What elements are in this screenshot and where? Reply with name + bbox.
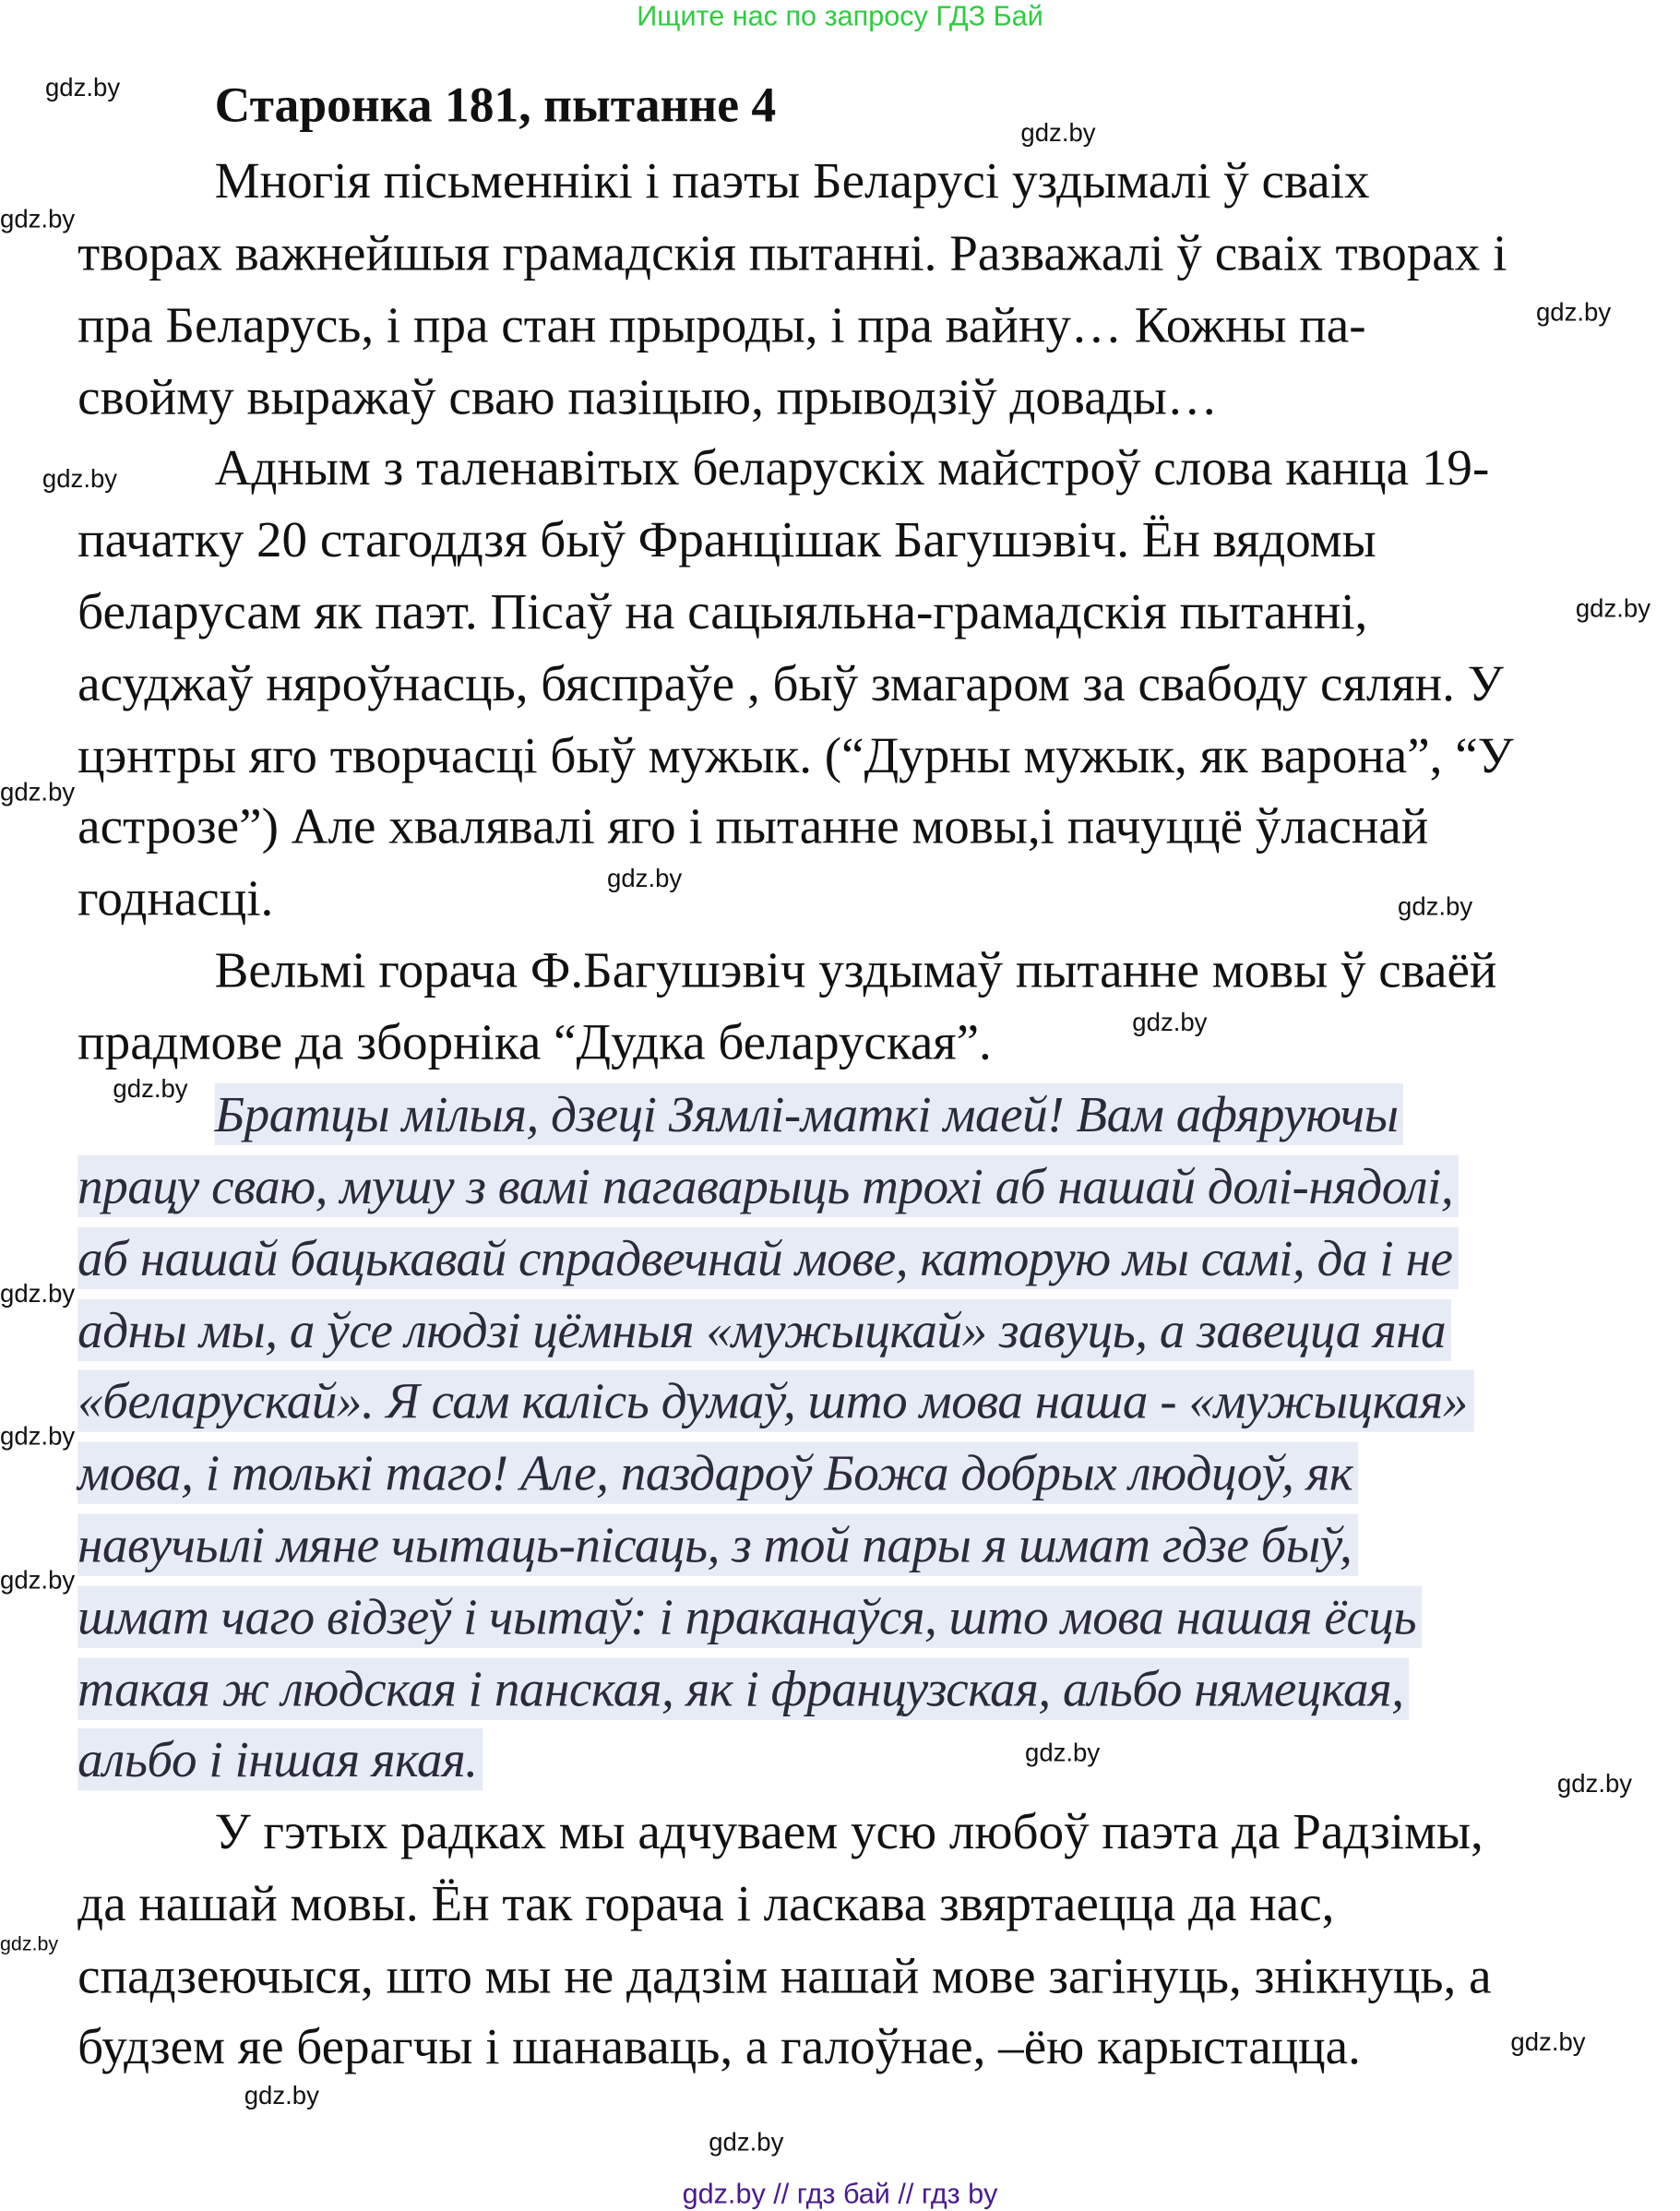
quote-line: такая ж людская і панская, як і французская, альбо нямецкая, [77,1658,1409,1720]
watermark: gdz.by [1535,297,1612,327]
quote-line: навучылі мяне чытаць-пісаць, з той пары я шмат гдзе быў, [77,1513,1357,1575]
watermark: gdz.by [0,1422,76,1451]
watermark: gdz.by [0,1279,76,1309]
quote-line: мова, і толькі таго! Але, паздароў Божа добрых людцоў, як [77,1441,1358,1503]
watermark: gdz.by [709,2128,784,2157]
quote-line: аб нашай бацькавай спрадвечнай мове, каторую мы самі, да і не [77,1227,1458,1289]
watermark: gdz.by [244,2081,319,2110]
text-line: спадзеючыся, што мы не дадзім нашай мове загінуць, знікнуць, а [77,1947,1492,2004]
watermark: gdz.by [44,73,121,102]
text-line: свойму выражаў сваю пазіцыю, прыводзіў довады… [77,368,1218,425]
watermark: gdz.by [0,1566,76,1595]
watermark: gdz.by [1556,1769,1633,1799]
page-title: Старонка 181, пытанне 4 [214,78,777,133]
watermark: gdz.by [0,1931,59,1954]
text-line: пра Беларусь, і пра стан прыроды, і пра вайну… Кожны па- [77,296,1366,353]
text-line: годнасці. [77,869,274,926]
text-line: да нашай мовы. Ён так горача і ласкава звяртаецца да нас, [77,1875,1335,1932]
footer-links[interactable]: gdz.by // гдз бай // гдз by [682,2179,998,2210]
quote-line: «беларускай». Я сам калісь думаў, што мова наша - «мужыцкая» [77,1369,1473,1431]
quote-line: Братцы мілыя, дзеці Зямлі-маткі маей! Вам афяруючы [215,1083,1404,1145]
watermark: gdz.by [0,204,76,233]
watermark: gdz.by [1132,1008,1208,1037]
text-line: У гэтых радках мы адчуваем усю любоў паэта да Радзімы, [214,1803,1483,1860]
quote-line: альбо і іншая якая. [77,1728,483,1790]
text-line: асуджаў няроўнасць, бяспраўе , быў змагаром за свабоду сялян. У [77,655,1504,712]
text-line: Адным з таленавітых беларускіх майстроў слова канца 19- [214,438,1490,496]
text-line: творах важнейшыя грамадскія пытанні. Разважалі ў сваіх творах і [77,224,1507,281]
watermark: gdz.by [1024,1738,1101,1767]
watermark: gdz.by [113,1074,188,1104]
watermark: gdz.by [1575,594,1650,623]
quote-line: працу сваю, мушу з вамі пагаварыць трохі аб нашай долі-нядолі, [77,1155,1459,1217]
watermark: gdz.by [1020,118,1096,148]
text-line: пачатку 20 стагоддзя быў Францішак Багушэвіч. Ён вядомы [77,510,1376,568]
text-line: астрозе”) Але хвалявалі яго і пытанне мовы,і пачуццё ўласнай [77,797,1429,855]
text-line: Вельмі горача Ф.Багушэвіч уздымаў пытанне мовы ў сваёй [214,941,1497,998]
text-line: Многія пісьменнікі і паэты Беларусі уздымалі ў сваіх [214,152,1370,209]
watermark: gdz.by [42,464,118,494]
quote-line: шмат чаго відзеў і чытаў: і праканаўся, што мова нашая ёсць [77,1586,1422,1648]
quote-line: адны мы, а ўсе людзі цёмныя «мужыцкай» завуць, а завецца яна [77,1299,1451,1361]
watermark: gdz.by [1397,892,1473,921]
watermark: gdz.by [0,778,76,807]
watermark: gdz.by [607,864,683,893]
text-line: беларусам як паэт. Пісаў на сацыяльна-грамадскія пытанні, [77,583,1368,640]
search-banner: Ищите нас по запросу ГДЗ Бай [637,1,1043,33]
watermark: gdz.by [1510,2027,1586,2057]
text-line: прадмове да зборніка “Дудка беларуская”. [77,1013,992,1070]
text-line: будзем яе берагчы і шанаваць, а галоўнае, –ёю карыстацца. [77,2017,1361,2075]
text-line: цэнтры яго творчасці быў мужык. (“Дурны мужык, як варона”, “У [77,727,1514,784]
